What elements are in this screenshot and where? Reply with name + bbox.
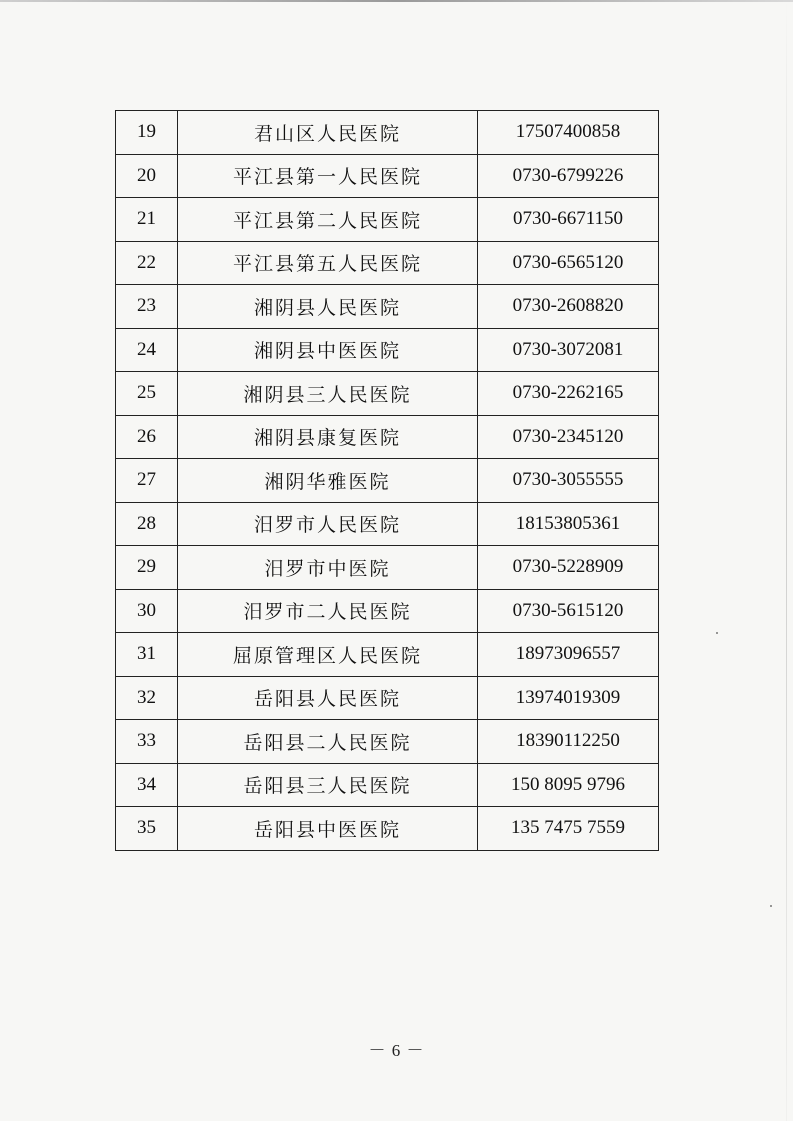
table-row (116, 720, 659, 764)
hospital-name: 湘阴华雅医院 (178, 459, 478, 503)
hospital-name: 湘阴县中医医院 (178, 328, 478, 372)
table-row (116, 415, 659, 459)
row-number: 34 (116, 763, 178, 807)
table-row (116, 241, 659, 285)
hospital-name: 湘阴县康复医院 (178, 415, 478, 459)
table-row (116, 111, 659, 155)
table-row (116, 676, 659, 720)
phone-number: 0730-5228909 (478, 546, 659, 590)
hospital-name: 汨罗市二人民医院 (178, 589, 478, 633)
table-row (116, 459, 659, 503)
scan-speck (770, 905, 772, 907)
phone-number: 0730-5615120 (478, 589, 659, 633)
phone-number: 0730-6565120 (478, 241, 659, 285)
row-number: 28 (116, 502, 178, 546)
row-number: 32 (116, 676, 178, 720)
table-row (116, 589, 659, 633)
table-row (116, 763, 659, 807)
phone-number: 13974019309 (478, 676, 659, 720)
phone-number: 0730-2345120 (478, 415, 659, 459)
hospital-name: 岳阳县三人民医院 (178, 763, 478, 807)
hospital-contact-table (115, 110, 659, 851)
phone-number: 0730-6799226 (478, 154, 659, 198)
row-number: 33 (116, 720, 178, 764)
hospital-name: 平江县第二人民医院 (178, 198, 478, 242)
row-number: 22 (116, 241, 178, 285)
table-row (116, 285, 659, 329)
row-number: 26 (116, 415, 178, 459)
scan-edge-top (0, 0, 793, 2)
hospital-name: 湘阴县三人民医院 (178, 372, 478, 416)
scan-speck (716, 632, 718, 634)
phone-number: 0730-3072081 (478, 328, 659, 372)
row-number: 19 (116, 111, 178, 155)
phone-number: 18973096557 (478, 633, 659, 677)
phone-number: 18390112250 (478, 720, 659, 764)
hospital-name: 岳阳县人民医院 (178, 676, 478, 720)
row-number: 23 (116, 285, 178, 329)
table-row (116, 546, 659, 590)
table-row (116, 154, 659, 198)
scan-edge-right (786, 0, 787, 1121)
table-row (116, 807, 659, 851)
table-row (116, 633, 659, 677)
hospital-name: 岳阳县中医医院 (178, 807, 478, 851)
phone-number: 0730-6671150 (478, 198, 659, 242)
phone-number: 0730-2608820 (478, 285, 659, 329)
phone-number: 18153805361 (478, 502, 659, 546)
hospital-name: 岳阳县二人民医院 (178, 720, 478, 764)
row-number: 27 (116, 459, 178, 503)
phone-number: 0730-2262165 (478, 372, 659, 416)
hospital-name: 汨罗市人民医院 (178, 502, 478, 546)
hospital-name: 湘阴县人民医院 (178, 285, 478, 329)
hospital-name: 汨罗市中医院 (178, 546, 478, 590)
row-number: 30 (116, 589, 178, 633)
row-number: 29 (116, 546, 178, 590)
row-number: 21 (116, 198, 178, 242)
row-number: 24 (116, 328, 178, 372)
phone-number: 135 7475 7559 (478, 807, 659, 851)
table-row (116, 372, 659, 416)
table-row (116, 328, 659, 372)
table-body (116, 111, 659, 851)
page-number: － 6 － (368, 1041, 425, 1060)
hospital-name: 平江县第五人民医院 (178, 241, 478, 285)
hospital-name: 屈原管理区人民医院 (178, 633, 478, 677)
row-number: 25 (116, 372, 178, 416)
row-number: 20 (116, 154, 178, 198)
table-row (116, 502, 659, 546)
table-row (116, 198, 659, 242)
phone-number: 0730-3055555 (478, 459, 659, 503)
row-number: 31 (116, 633, 178, 677)
row-number: 35 (116, 807, 178, 851)
phone-number: 150 8095 9796 (478, 763, 659, 807)
phone-number: 17507400858 (478, 111, 659, 155)
hospital-name: 平江县第一人民医院 (178, 154, 478, 198)
hospital-name: 君山区人民医院 (178, 111, 478, 155)
